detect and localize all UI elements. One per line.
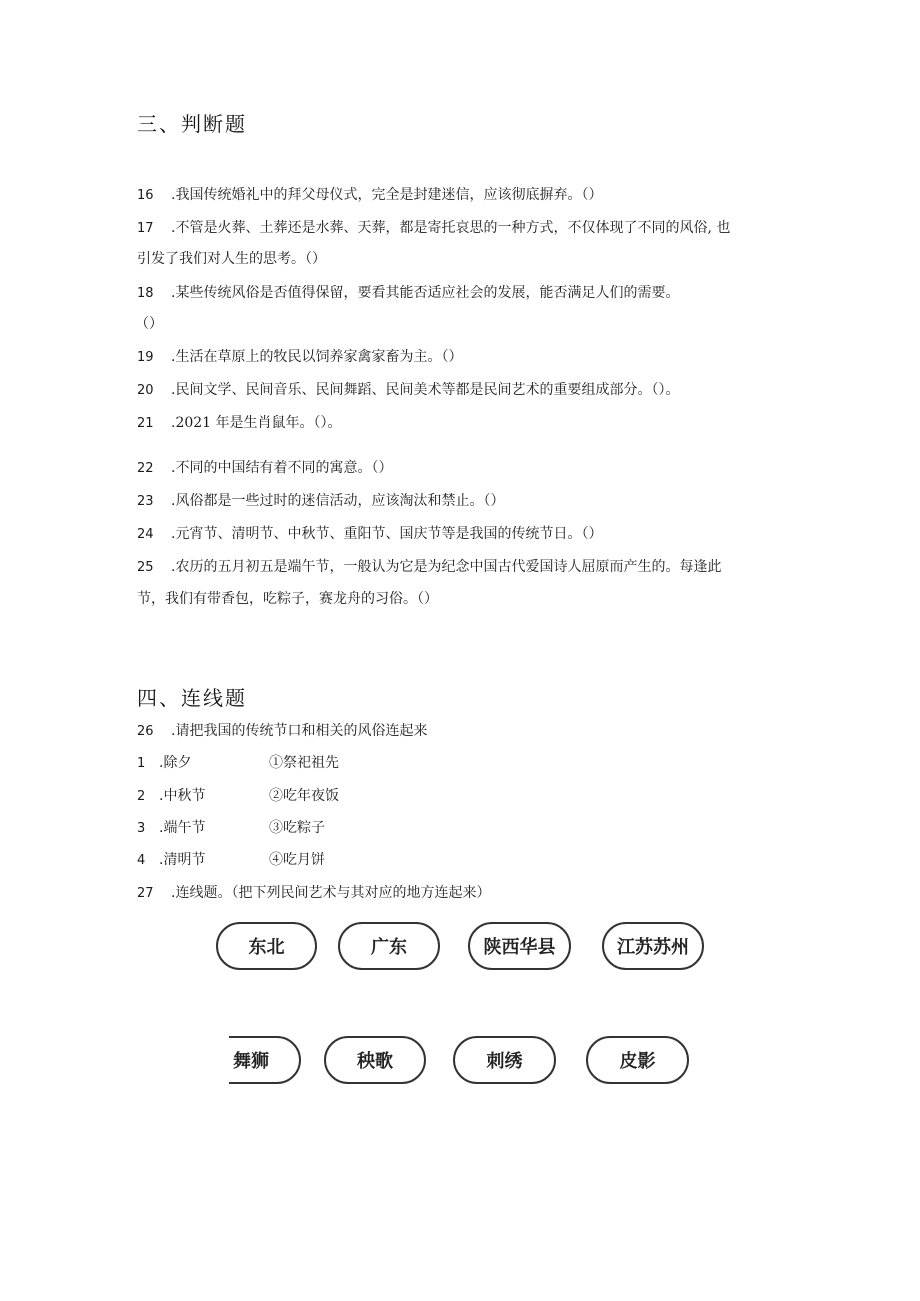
place-box-shaanxi-huaxian[interactable]: 陕西华县: [468, 922, 571, 970]
question-text: .生活在草原上的牧民以饲养家禽家畜为主。（）: [171, 349, 463, 365]
question-text: .2021 年是生肖鼠年。（）。: [171, 415, 342, 431]
question-23: [137, 491, 504, 512]
match-row-3: [137, 818, 325, 839]
question-17: [137, 218, 730, 239]
art-box-cixiu[interactable]: 刺绣: [453, 1036, 556, 1084]
question-number: 25: [137, 560, 154, 575]
question-number: 19: [137, 350, 154, 365]
question-18-continued: （）: [135, 316, 163, 332]
section3-title: 三、判断题: [137, 112, 247, 136]
question-25: [137, 557, 721, 578]
match-festival: .中秋节: [159, 788, 206, 804]
art-box-yangge[interactable]: 秧歌: [324, 1036, 426, 1084]
question-18: [137, 283, 679, 304]
place-box-dongbei[interactable]: 东北: [216, 922, 317, 970]
question-22: [137, 458, 392, 479]
match-number: 3: [137, 821, 146, 836]
question-number: 18: [137, 286, 154, 301]
match-row-1: [137, 753, 339, 774]
section4-title: 四、连线题: [137, 686, 247, 710]
question-text: .农历的五月初五是端午节，一般认为它是为纪念中国古代爱国诗人屈原而产生的。每逢此: [171, 559, 722, 575]
question-number: 24: [137, 527, 154, 542]
question-text: .不管是火葬、土葬还是水葬、天葬，都是寄托哀思的一种方式，不仅体现了不同的风俗, 也: [171, 220, 731, 236]
question-number: 17: [137, 221, 154, 236]
question-19: [137, 347, 462, 368]
match-custom: ②吃年夜饭: [269, 788, 339, 804]
question-20: [137, 380, 679, 401]
question-number: 20: [137, 383, 154, 398]
match-custom: ④吃月饼: [269, 852, 325, 868]
question-text: .连线题。（把下列民间艺术与其对应的地方连起来）: [171, 885, 491, 901]
question-number: 16: [137, 188, 154, 203]
question-25-continued: 节，我们有带香包，吃粽子，赛龙舟的习俗。（）: [137, 591, 438, 607]
question-17-continued: 引发了我们对人生的思考。（）: [137, 251, 326, 267]
question-number: 27: [137, 886, 154, 901]
question-text: .我国传统婚礼中的拜父母仪式，完全是封建迷信，应该彻底摒弃。（）: [171, 187, 603, 203]
match-festival: .端午节: [159, 820, 206, 836]
match-festival: .除夕: [159, 755, 192, 771]
match-row-2: [137, 786, 339, 807]
question-text: .不同的中国结有着不同的寓意。（）: [171, 460, 393, 476]
match-number: 1: [137, 756, 146, 771]
art-box-clip: [229, 1034, 305, 1088]
question-text: .元宵节、清明节、中秋节、重阳节、国庆节等是我国的传统节日。（）: [171, 526, 603, 542]
place-box-guangdong[interactable]: 广东: [338, 922, 440, 970]
question-21: [137, 413, 342, 434]
question-text: .某些传统风俗是否值得保留，要看其能否适应社会的发展，能否满足人们的需要。: [171, 285, 680, 301]
question-16: [137, 185, 602, 206]
question-24: [137, 524, 602, 545]
question-text: .风俗都是一些过时的迷信活动，应该淘汰和禁止。（）: [171, 493, 505, 509]
question-text: .民间文学、民间音乐、民间舞蹈、民间美术等都是民间艺术的重要组成部分。（）。: [171, 382, 680, 398]
match-festival: .清明节: [159, 852, 206, 868]
match-row-4: [137, 850, 325, 871]
match-number: 4: [137, 853, 146, 868]
question-27: [137, 883, 490, 904]
question-number: 22: [137, 461, 154, 476]
question-number: 26: [137, 724, 154, 739]
match-custom: ③吃粽子: [269, 820, 325, 836]
match-custom: ①祭祀祖先: [269, 755, 339, 771]
question-number: 23: [137, 494, 154, 509]
art-box-wushi[interactable]: 舞狮: [229, 1036, 301, 1084]
art-box-piying[interactable]: 皮影: [586, 1036, 689, 1084]
question-text: .请把我国的传统节口和相关的风俗连起来: [171, 723, 428, 739]
match-number: 2: [137, 789, 146, 804]
question-26: [137, 721, 427, 742]
question-number: 21: [137, 416, 154, 431]
place-box-jiangsu-suzhou[interactable]: 江苏苏州: [602, 922, 704, 970]
